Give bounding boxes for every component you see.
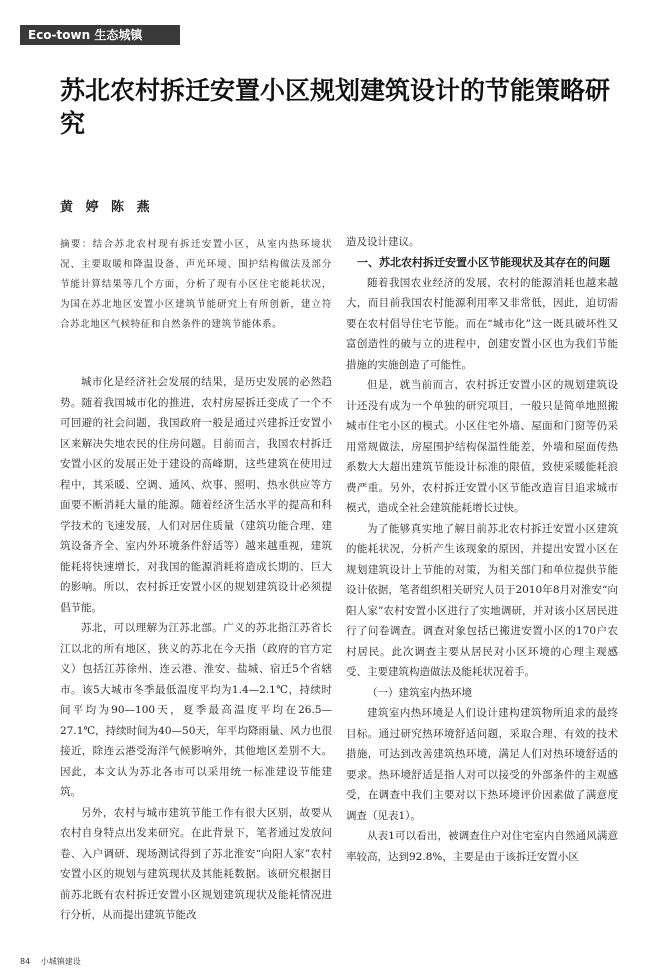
body-paragraph: 另外，农村与城市建筑节能工作有很大区别，故要从农村自身特点出发来研究。在此背景下，笔者通过发放问卷、入户调研、现场测试得到了苏北淮安“向阳人家”农村安置小区的规划与建筑现状及其能耗数据。该研究根据目前苏北既有农村拆迁安置小区规划建筑现状及能耗情况进行分析，从而提出建筑节能改 <box>60 806 332 921</box>
section-heading: 一、苏北农村拆迁安置小区节能现状及其存在的问题 <box>357 255 610 269</box>
body-paragraph: 从表1可以看出，被调查住户对住宅室内自然通风满意率较高，达到92.8%，主要是由于该拆迁安置小区 <box>346 830 618 863</box>
journal-name: 小城镇建设 <box>40 957 81 966</box>
column-tag: Eco-town 生态城镇 <box>20 25 180 45</box>
subsection-heading: （一）建筑室内热环境 <box>367 686 472 699</box>
article-title: 苏北农村拆迁安置小区规划建筑设计的节能策略研究 <box>60 76 611 138</box>
page-footer <box>20 956 89 967</box>
right-column <box>346 232 618 867</box>
article-authors: 黄 婷 陈 燕 <box>60 200 154 215</box>
body-paragraph: 但是，就当前而言，农村拆迁安置小区的规划建筑设计还没有成为一个单独的研究项目，一般只是简单地照搬城市住宅小区的模式。小区住宅外墙、屋面和门窗等仍采用常规做法，房屋围护结构保温性能差，外墙和屋面传热系数大大超出建筑节能设计标准的限值，致使采暖能耗浪费严重。另外，农村拆迁安置小区节能改造盲目追求城市模式，造成全社会建筑能耗增长过快。 <box>346 379 618 514</box>
body-paragraph: 随着我国农业经济的发展，农村的能源消耗也越来越大，而目前我国农村能源利用率又非常低，因此，迫切需要在农村倡导住宅节能。而在“城市化”这一既具破坏性又富创造性的破与立的进程中，创建安置小区也为我们节能措施的实施创造了可能性。 <box>346 276 618 371</box>
body-paragraph: 建筑室内热环境是人们设计建构建筑物所追求的最终目标。通过研究热环境舒适问题，采取合理、有效的技术措施，可达到改善建筑热环境，满足人们对热环境舒适的要求。热环境舒适是指人对可以接受的外部条件的主观感受，在调查中我们主要对以下热环境评价因素做了满意度调查（见表1）。 <box>346 707 618 822</box>
body-paragraph: 为了能够真实地了解目前苏北农村拆迁安置小区建筑的能耗状况，分析产生该现象的原因，并提出安置小区在规划建筑设计上节能的对策，为相关部门和单位提供节能设计依据，笔者组织相关研究人员于2010年8月对淮安“向阳人家”农村安置小区进行了实地调研，并对该小区居民进行了问卷调查。调查对象包括已搬进安置小区的170户农村居民。此次调查主要从居民对小区环境的心理主观感受、主要建筑构造做法及能耗状况着手。 <box>346 522 618 678</box>
body-paragraph-continued: 造及设计建议。 <box>346 236 420 248</box>
body-paragraph: 城市化是经济社会发展的结果，是历史发展的必然趋势。随着我国城市化的推进，农村房屋拆迁变成了一个不可回避的社会问题，我国政府一般是通过兴建拆迁安置小区来解决失地农民的住房问题。目前而言，我国农村拆迁安置小区的发展正处于建设的高峰期，这些建筑在使用过程中，其采暖、空调、通风、炊事、照明、热水供应等方面要不断消耗大量的能源。随着经济生活水平的提高和科学技术的飞速发展，人们对居住质量（建筑功能合理、建筑设备齐全、室内外环境条件舒适等）越来越重视，建筑能耗将快速增长，对我国的能源消耗将造成长期的、巨大的影响。所以，农村拆迁安置小区的规划建筑设计必须提倡节能。 <box>60 376 332 614</box>
left-column <box>60 372 332 926</box>
page-number: 84 <box>20 957 31 966</box>
body-paragraph: 苏北，可以理解为江苏北部。广义的苏北指江苏省长江以北的所有地区，狭义的苏北在今天指（政府的官方定义）包括江苏徐州、连云港、淮安、盐城、宿迁5个省辖市。该5大城市冬季最低温度平均为1.4—2.1℃，持续时间平均为90—100天，夏季最高温度平均在26.5—27.1℃，持续时间为40—50天，年平均降雨量、风力也很接近，除连云港受海洋气候影响外，其他地区差别不大。因此，本文认为苏北各市可以采用统一标准建设节能建筑。 <box>60 622 332 798</box>
abstract: 摘要：结合苏北农村现有拆迁安置小区，从室内热环境状况、主要取暖和降温设备、声光环境、围护结构做法及部分节能计算结果等几个方面，分析了现有小区住宅能耗状况，为国在苏北地区安置小区建筑节能研究上有所创新，建立符合苏北地区气候特征和自然条件的建筑节能体系。 <box>60 239 332 330</box>
